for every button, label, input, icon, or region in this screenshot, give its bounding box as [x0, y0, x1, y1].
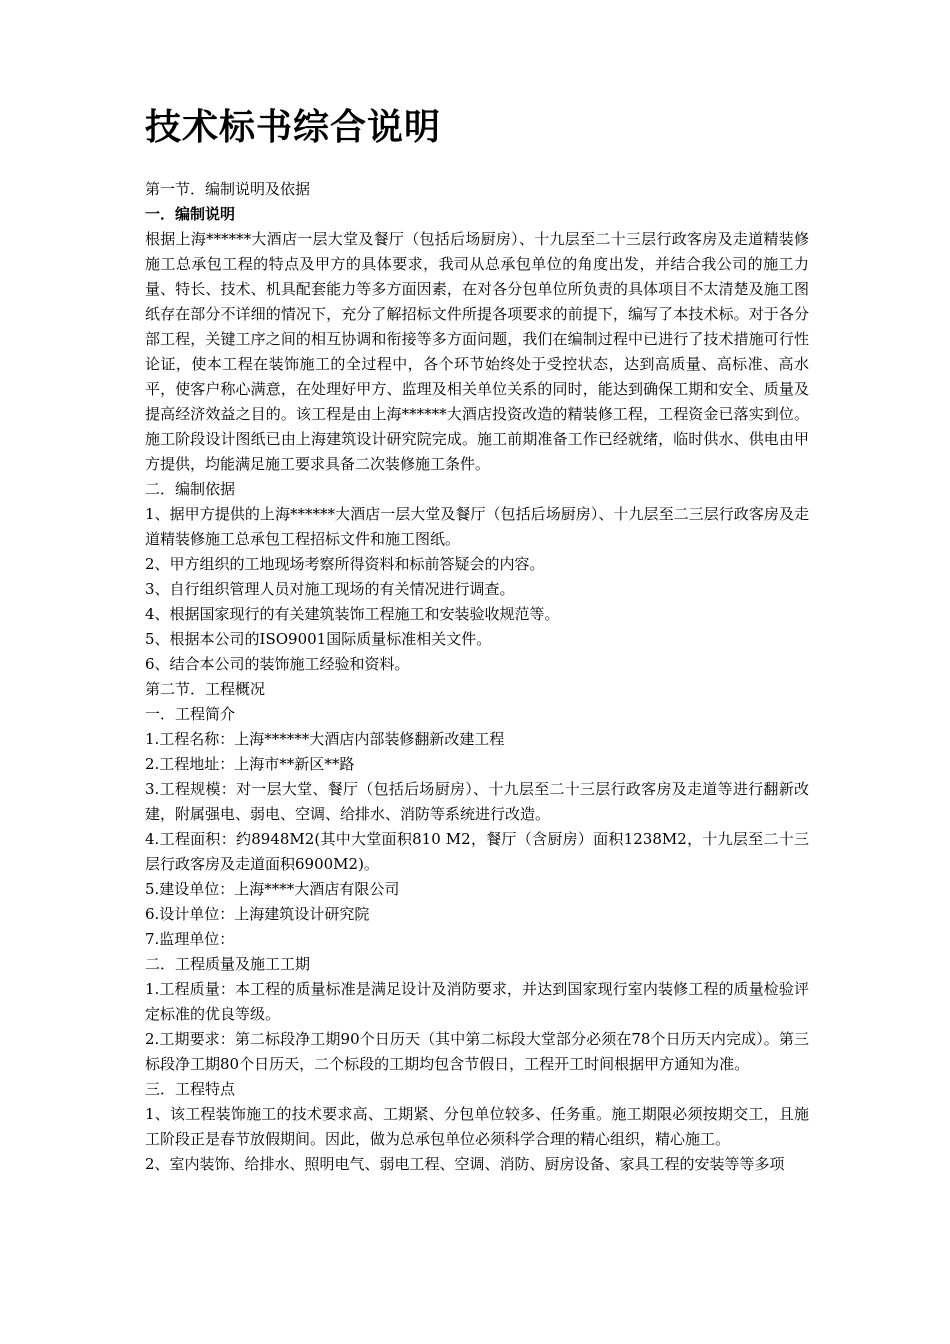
paragraph: 2、室内装饰、给排水、照明电气、弱电工程、空调、消防、厨房设备、家具工程的安装等等多项 — [145, 1155, 785, 1173]
paragraph: 2.工程地址：上海市**新区**路 — [145, 755, 355, 773]
paragraph: 5、根据本公司的ISO9001国际质量标准相关文件。 — [145, 630, 492, 648]
paragraph: 一．工程简介 — [145, 705, 236, 723]
paragraph: 1、该工程装饰施工的技术要求高、工期紧、分包单位较多、任务重。施工期限必须按期交工，且施工阶段正是春节放假期间。因此，做为总承包单位必须科学合理的精心组织，精心施工。 — [145, 1105, 809, 1148]
paragraph: 第一节．编制说明及依据 — [145, 180, 311, 198]
paragraph: 3、自行组织管理人员对施工现场的有关情况进行调查。 — [145, 580, 515, 598]
paragraph: 7.监理单位： — [145, 930, 235, 948]
paragraph: 1.工程质量：本工程的质量标准是满足设计及消防要求，并达到国家现行室内装修工程的质量检验评定标准的优良等级。 — [145, 980, 809, 1023]
document-title: 技术标书综合说明 — [145, 107, 442, 148]
paragraph: 三．工程特点 — [145, 1080, 236, 1098]
paragraph: 1.工程名称：上海******大酒店内部装修翻新改建工程 — [145, 730, 505, 748]
paragraph: 二．编制依据 — [145, 480, 236, 498]
paragraph: 3.工程规模：对一层大堂、餐厅（包括后场厨房）、十九层至二十三层行政客房及走道等进行翻新改建，附属强电、弱电、空调、给排水、消防等系统进行改造。 — [145, 780, 809, 823]
paragraph: 二．工程质量及施工工期 — [145, 955, 311, 973]
paragraph: 1、据甲方提供的上海******大酒店一层大堂及餐厅（包括后场厨房）、十九层至二三层行政客房及走道精装修施工总承包工程招标文件和施工图纸。 — [145, 505, 809, 548]
paragraph: 2、甲方组织的工地现场考察所得资料和标前答疑会的内容。 — [145, 555, 545, 573]
paragraph: 2.工期要求：第二标段净工期90个日历天（其中第二标段大堂部分必须在78个日历天内完成）。第三标段净工期80个日历天，二个标段的工期均包含节假日，工程开工时间根据甲方通知为准。 — [145, 1030, 809, 1073]
paragraph: 6.设计单位：上海建筑设计研究院 — [145, 905, 370, 923]
paragraph: 5.建设单位：上海****大酒店有限公司 — [145, 880, 400, 898]
paragraph: 第二节．工程概况 — [145, 680, 266, 698]
paragraph: 根据上海******大酒店一层大堂及餐厅（包括后场厨房）、十九层至二十三层行政客房及走道精装修施工总承包工程的特点及甲方的具体要求，我司从总承包单位的角度出发，并结合我公司的施工力量、特长、技术、机具配套能力等多方面因素，在对各分包单位所负责的具体项目不太清楚及施工图纸存在部分不详细的情况下，充分了解招标文件所提各项要求的前提下，编写了本技术标。对于各分部工程，关键工序之间的相互协调和衔接等多方面问题，我们在编制过程中已进行了技术措施可行性论证，使本工程在装饰施工的全过程中，各个环节始终处于受控状态，达到高质量、高标准、高水平，使客户称心满意，在处理好甲方、监理及相关单位关系的同时，能达到确保工期和安全、质量及提高经济效益之目的。该工程是由上海******大酒店投资改造的精装修工程，工程资金已落实到位。施工阶段设计图纸已由上海建筑设计研究院完成。施工前期准备工作已经就绪，临时供水、供电由甲方提供，均能满足施工要求具备二次装修施工条件。 — [145, 230, 809, 473]
document-paragraphs — [145, 177, 809, 1177]
paragraph: 4.工程面积：约8948M2(其中大堂面积810 M2，餐厅（含厨房）面积1238M2，十九层至二十三层行政客房及走道面积6900M2)。 — [145, 830, 809, 873]
section-heading: 一．编制说明 — [145, 205, 236, 223]
paragraph: 6、结合本公司的装饰施工经验和资料。 — [145, 655, 410, 673]
document-body — [145, 104, 809, 1177]
paragraph: 4、根据国家现行的有关建筑装饰工程施工和安装验收规范等。 — [145, 605, 560, 623]
